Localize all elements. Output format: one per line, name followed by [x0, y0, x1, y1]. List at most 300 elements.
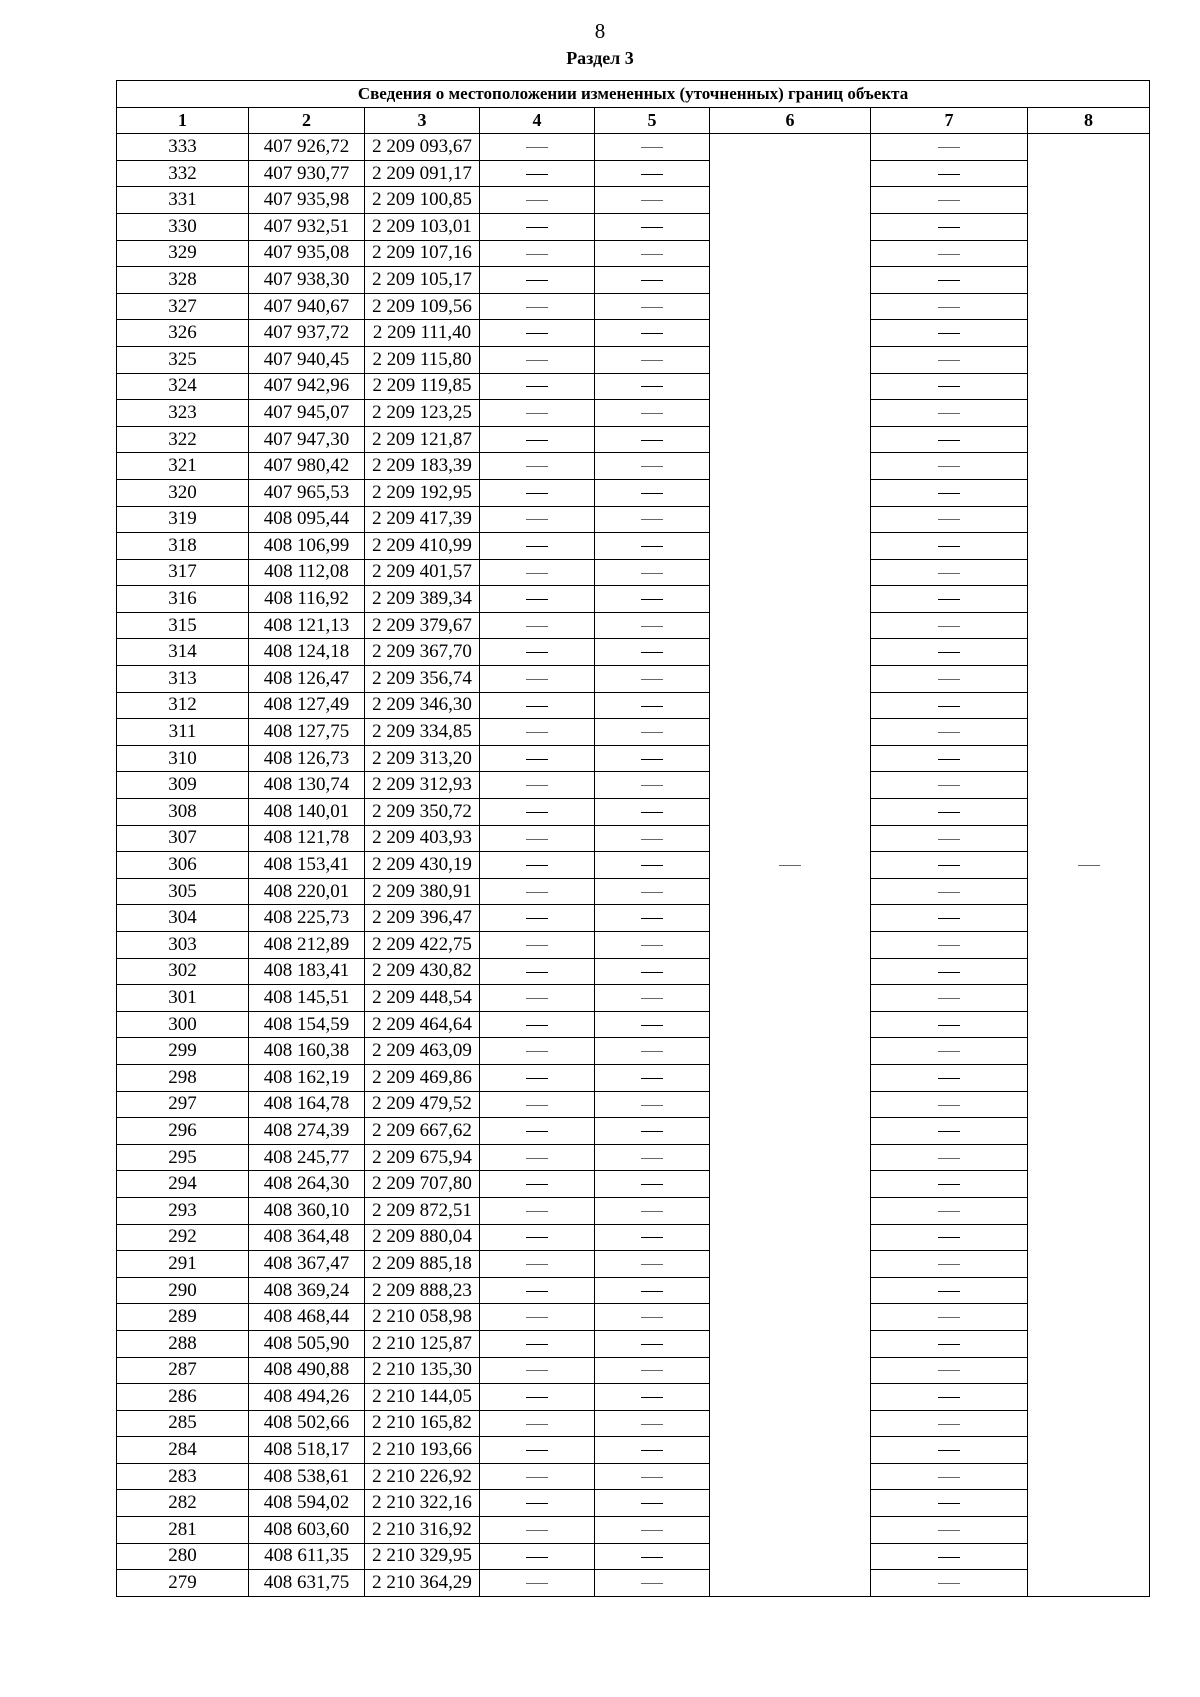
point-number: 307 [117, 825, 249, 852]
col4-cell [480, 506, 595, 533]
col4-cell [480, 1543, 595, 1570]
coordinate-y: 2 209 346,30 [365, 692, 480, 719]
dash-mark [938, 440, 960, 441]
table-row [117, 134, 1150, 161]
dash-mark [938, 1291, 960, 1292]
dash-mark [938, 1583, 960, 1584]
dash-mark [526, 1450, 548, 1451]
col7-cell [871, 586, 1028, 613]
col7-cell [871, 852, 1028, 879]
coordinate-y: 2 209 123,25 [365, 400, 480, 427]
column-number: 3 [365, 107, 480, 134]
dash-mark [641, 1477, 663, 1478]
col7-cell [871, 1437, 1028, 1464]
dash-mark [938, 972, 960, 973]
dash-mark [526, 360, 548, 361]
coordinate-y: 2 210 165,82 [365, 1410, 480, 1437]
dash-mark [526, 599, 548, 600]
dash-mark [526, 998, 548, 999]
dash-mark [526, 679, 548, 680]
col7-cell [871, 932, 1028, 959]
coordinate-x: 408 124,18 [249, 639, 365, 666]
table-row [117, 1171, 1150, 1198]
point-number: 332 [117, 160, 249, 187]
point-number: 285 [117, 1410, 249, 1437]
col7-cell [871, 1118, 1028, 1145]
col4-cell [480, 985, 595, 1012]
col4-cell [480, 958, 595, 985]
dash-mark [526, 227, 548, 228]
table-row [117, 852, 1150, 879]
dash-mark [526, 1211, 548, 1212]
col4-cell [480, 1357, 595, 1384]
table-row [117, 1384, 1150, 1411]
col5-cell [595, 745, 710, 772]
dash-mark [938, 1530, 960, 1531]
dash-mark [938, 626, 960, 627]
col7-cell [871, 1410, 1028, 1437]
coordinate-y: 2 210 058,98 [365, 1304, 480, 1331]
point-number: 283 [117, 1463, 249, 1490]
col4-cell [480, 160, 595, 187]
dash-mark [641, 1105, 663, 1106]
coordinate-y: 2 210 329,95 [365, 1543, 480, 1570]
coordinate-x: 407 935,08 [249, 240, 365, 267]
coordinate-y: 2 209 707,80 [365, 1171, 480, 1198]
coordinate-x: 408 121,78 [249, 825, 365, 852]
table-row [117, 160, 1150, 187]
coordinate-y: 2 209 367,70 [365, 639, 480, 666]
dash-mark [526, 626, 548, 627]
col4-cell [480, 1251, 595, 1278]
coordinate-y: 2 209 410,99 [365, 533, 480, 560]
col5-cell [595, 1011, 710, 1038]
coordinate-y: 2 209 093,67 [365, 134, 480, 161]
point-number: 287 [117, 1357, 249, 1384]
table-body [117, 134, 1150, 1597]
dash-mark [526, 1530, 548, 1531]
dash-mark [641, 1051, 663, 1052]
point-number: 293 [117, 1197, 249, 1224]
point-number: 311 [117, 719, 249, 746]
dash-mark [938, 333, 960, 334]
point-number: 306 [117, 852, 249, 879]
col5-cell [595, 1277, 710, 1304]
coordinate-y: 2 210 125,87 [365, 1330, 480, 1357]
col4-cell [480, 1490, 595, 1517]
coordinate-x: 408 502,66 [249, 1410, 365, 1437]
coordinate-x: 408 164,78 [249, 1091, 365, 1118]
dash-mark [526, 652, 548, 653]
column-number: 6 [710, 107, 871, 134]
col7-cell [871, 985, 1028, 1012]
table-row [117, 745, 1150, 772]
dash-mark [938, 466, 960, 467]
coordinate-y: 2 209 675,94 [365, 1144, 480, 1171]
col7-cell [871, 692, 1028, 719]
dash-mark [938, 1264, 960, 1265]
point-number: 326 [117, 320, 249, 347]
table-row [117, 1490, 1150, 1517]
table-row [117, 1437, 1150, 1464]
coordinate-y: 2 209 312,93 [365, 772, 480, 799]
table-row [117, 1517, 1150, 1544]
dash-mark [641, 440, 663, 441]
dash-mark [641, 1503, 663, 1504]
dash-mark [641, 1158, 663, 1159]
table-row [117, 400, 1150, 427]
coordinate-x: 407 926,72 [249, 134, 365, 161]
coordinate-y: 2 210 322,16 [365, 1490, 480, 1517]
point-number: 297 [117, 1091, 249, 1118]
coordinate-y: 2 209 448,54 [365, 985, 480, 1012]
col4-cell [480, 1038, 595, 1065]
dash-mark [526, 546, 548, 547]
col4-cell [480, 852, 595, 879]
dash-mark [526, 1370, 548, 1371]
coordinate-y: 2 209 334,85 [365, 719, 480, 746]
coordinate-x: 407 965,53 [249, 479, 365, 506]
point-number: 299 [117, 1038, 249, 1065]
table-row [117, 719, 1150, 746]
col4-cell [480, 825, 595, 852]
dash-mark [938, 360, 960, 361]
col5-cell [595, 958, 710, 985]
coordinate-y: 2 209 389,34 [365, 586, 480, 613]
dash-mark [938, 1158, 960, 1159]
dash-mark [641, 626, 663, 627]
col5-cell [595, 612, 710, 639]
col7-cell [871, 878, 1028, 905]
col5-cell [595, 1463, 710, 1490]
dash-mark [938, 785, 960, 786]
point-number: 290 [117, 1277, 249, 1304]
dash-mark [526, 254, 548, 255]
dash-mark [641, 972, 663, 973]
dash-mark [938, 812, 960, 813]
table-row [117, 426, 1150, 453]
col7-cell [871, 666, 1028, 693]
point-number: 300 [117, 1011, 249, 1038]
dash-mark [526, 1344, 548, 1345]
col7-cell [871, 958, 1028, 985]
coordinate-y: 2 210 135,30 [365, 1357, 480, 1384]
col4-cell [480, 745, 595, 772]
dash-mark [526, 1078, 548, 1079]
dash-mark [938, 573, 960, 574]
boundary-coordinates-table [116, 80, 1150, 1597]
col5-cell [595, 213, 710, 240]
point-number: 312 [117, 692, 249, 719]
coordinate-x: 407 932,51 [249, 213, 365, 240]
coordinate-x: 408 631,75 [249, 1570, 365, 1597]
dash-mark [938, 918, 960, 919]
table-row [117, 240, 1150, 267]
dash-mark [641, 652, 663, 653]
table-row [117, 1038, 1150, 1065]
col7-cell [871, 506, 1028, 533]
col4-cell [480, 1091, 595, 1118]
dash-mark [938, 1503, 960, 1504]
point-number: 302 [117, 958, 249, 985]
dash-mark [938, 892, 960, 893]
table-row [117, 1330, 1150, 1357]
table-row [117, 1251, 1150, 1278]
coordinate-x: 408 126,47 [249, 666, 365, 693]
col7-cell [871, 453, 1028, 480]
col7-cell [871, 1517, 1028, 1544]
dash-mark [641, 227, 663, 228]
dash-mark [938, 1237, 960, 1238]
col5-cell [595, 1543, 710, 1570]
point-number: 295 [117, 1144, 249, 1171]
col5-cell [595, 1357, 710, 1384]
col5-cell [595, 1224, 710, 1251]
col4-cell [480, 1224, 595, 1251]
col4-cell [480, 187, 595, 214]
col4-cell [480, 400, 595, 427]
table-row [117, 1118, 1150, 1145]
coordinate-x: 408 220,01 [249, 878, 365, 905]
col7-cell [871, 772, 1028, 799]
col7-cell [871, 240, 1028, 267]
table-row [117, 799, 1150, 826]
point-number: 327 [117, 293, 249, 320]
col4-cell [480, 479, 595, 506]
coordinate-x: 408 360,10 [249, 1197, 365, 1224]
col7-cell [871, 320, 1028, 347]
dash-mark [526, 466, 548, 467]
table-row [117, 293, 1150, 320]
coordinate-y: 2 209 888,23 [365, 1277, 480, 1304]
point-number: 321 [117, 453, 249, 480]
col4-cell [480, 772, 595, 799]
col4-cell [480, 1384, 595, 1411]
table-row [117, 346, 1150, 373]
col4-cell [480, 666, 595, 693]
coordinate-y: 2 209 464,64 [365, 1011, 480, 1038]
coordinate-y: 2 209 091,17 [365, 160, 480, 187]
point-number: 308 [117, 799, 249, 826]
table-row [117, 267, 1150, 294]
dash-mark [641, 307, 663, 308]
coordinate-x: 408 274,39 [249, 1118, 365, 1145]
dash-mark [938, 945, 960, 946]
column-number: 1 [117, 107, 249, 134]
dash-mark [1078, 865, 1100, 866]
dash-mark [641, 573, 663, 574]
col4-cell [480, 1330, 595, 1357]
table-row [117, 825, 1150, 852]
dash-mark [938, 1051, 960, 1052]
point-number: 324 [117, 373, 249, 400]
dash-mark [938, 307, 960, 308]
point-number: 291 [117, 1251, 249, 1278]
dash-mark [526, 174, 548, 175]
point-number: 323 [117, 400, 249, 427]
table-row [117, 1011, 1150, 1038]
dash-mark [526, 1264, 548, 1265]
point-number: 282 [117, 1490, 249, 1517]
point-number: 315 [117, 612, 249, 639]
col4-cell [480, 1410, 595, 1437]
dash-mark [938, 1557, 960, 1558]
coordinate-x: 407 930,77 [249, 160, 365, 187]
point-number: 298 [117, 1064, 249, 1091]
point-number: 289 [117, 1304, 249, 1331]
coordinate-y: 2 209 100,85 [365, 187, 480, 214]
point-number: 329 [117, 240, 249, 267]
dash-mark [526, 1397, 548, 1398]
dash-mark [938, 706, 960, 707]
dash-mark [641, 360, 663, 361]
dash-mark [641, 1397, 663, 1398]
dash-mark [641, 466, 663, 467]
coordinate-x: 408 369,24 [249, 1277, 365, 1304]
col7-cell [871, 479, 1028, 506]
col7-cell [871, 1064, 1028, 1091]
coordinate-x: 408 594,02 [249, 1490, 365, 1517]
coordinate-y: 2 210 144,05 [365, 1384, 480, 1411]
coordinate-y: 2 209 379,67 [365, 612, 480, 639]
point-number: 325 [117, 346, 249, 373]
col5-cell [595, 240, 710, 267]
dash-mark [526, 945, 548, 946]
point-number: 328 [117, 267, 249, 294]
dash-mark [641, 732, 663, 733]
table-row [117, 479, 1150, 506]
column-number-row [117, 107, 1150, 134]
col5-cell [595, 1304, 710, 1331]
dash-mark [641, 1291, 663, 1292]
dash-mark [938, 599, 960, 600]
col5-cell [595, 825, 710, 852]
col7-cell [871, 1543, 1028, 1570]
col7-cell [871, 1224, 1028, 1251]
coordinate-x: 408 154,59 [249, 1011, 365, 1038]
dash-mark [938, 998, 960, 999]
coordinate-x: 408 127,75 [249, 719, 365, 746]
dash-mark [526, 785, 548, 786]
dash-mark [938, 546, 960, 547]
col5-cell [595, 1197, 710, 1224]
dash-mark [938, 759, 960, 760]
point-number: 304 [117, 905, 249, 932]
coordinate-y: 2 210 226,92 [365, 1463, 480, 1490]
table-row [117, 985, 1150, 1012]
dash-mark [641, 333, 663, 334]
dash-mark [641, 918, 663, 919]
dash-mark [938, 227, 960, 228]
dash-mark [641, 706, 663, 707]
col7-cell [871, 639, 1028, 666]
point-number: 288 [117, 1330, 249, 1357]
coordinate-x: 408 245,77 [249, 1144, 365, 1171]
dash-mark [526, 706, 548, 707]
table-row [117, 772, 1150, 799]
col5-cell [595, 506, 710, 533]
col7-cell [871, 160, 1028, 187]
dash-mark [526, 519, 548, 520]
coordinate-y: 2 209 313,20 [365, 745, 480, 772]
col5-cell [595, 187, 710, 214]
col7-cell [871, 400, 1028, 427]
coordinate-x: 408 095,44 [249, 506, 365, 533]
col4-cell [480, 1171, 595, 1198]
dash-mark [938, 865, 960, 866]
point-number: 313 [117, 666, 249, 693]
col5-cell [595, 1490, 710, 1517]
dash-mark [641, 1078, 663, 1079]
table-row [117, 1144, 1150, 1171]
col7-cell [871, 1197, 1028, 1224]
dash-mark [641, 1211, 663, 1212]
coordinate-y: 2 209 105,17 [365, 267, 480, 294]
coordinate-x: 408 121,13 [249, 612, 365, 639]
dash-mark [641, 812, 663, 813]
col7-cell [871, 799, 1028, 826]
dash-mark [526, 200, 548, 201]
col5-cell [595, 852, 710, 879]
coordinate-x: 407 947,30 [249, 426, 365, 453]
col7-cell [871, 426, 1028, 453]
dash-mark [641, 1583, 663, 1584]
coordinate-y: 2 209 463,09 [365, 1038, 480, 1065]
dash-mark [526, 1557, 548, 1558]
table-row [117, 1410, 1150, 1437]
dash-mark [526, 147, 548, 148]
dash-mark [526, 280, 548, 281]
column-number: 2 [249, 107, 365, 134]
dash-mark [641, 1131, 663, 1132]
table-row [117, 639, 1150, 666]
col4-cell [480, 346, 595, 373]
col7-cell [871, 1171, 1028, 1198]
coordinate-x: 407 938,30 [249, 267, 365, 294]
coordinate-x: 408 518,17 [249, 1437, 365, 1464]
coordinate-x: 408 106,99 [249, 533, 365, 560]
col7-cell [871, 1091, 1028, 1118]
dash-mark [641, 1184, 663, 1185]
dash-mark [526, 1025, 548, 1026]
point-number: 330 [117, 213, 249, 240]
table-row [117, 1224, 1150, 1251]
col8-merged-cell [1028, 134, 1150, 1597]
dash-mark [938, 147, 960, 148]
col5-cell [595, 1330, 710, 1357]
point-number: 296 [117, 1118, 249, 1145]
dash-mark [641, 1317, 663, 1318]
dash-mark [938, 679, 960, 680]
point-number: 286 [117, 1384, 249, 1411]
col7-cell [871, 1251, 1028, 1278]
dash-mark [641, 254, 663, 255]
col4-cell [480, 719, 595, 746]
dash-mark [641, 1450, 663, 1451]
dash-mark [641, 1370, 663, 1371]
coordinate-y: 2 209 422,75 [365, 932, 480, 959]
dash-mark [938, 519, 960, 520]
col5-cell [595, 1038, 710, 1065]
coordinate-y: 2 209 115,80 [365, 346, 480, 373]
col5-cell [595, 586, 710, 613]
page-number: 8 [594, 19, 606, 43]
coordinate-x: 408 112,08 [249, 559, 365, 586]
coordinate-y: 2 209 380,91 [365, 878, 480, 905]
coordinate-x: 408 468,44 [249, 1304, 365, 1331]
coordinate-x: 408 153,41 [249, 852, 365, 879]
dash-mark [641, 147, 663, 148]
